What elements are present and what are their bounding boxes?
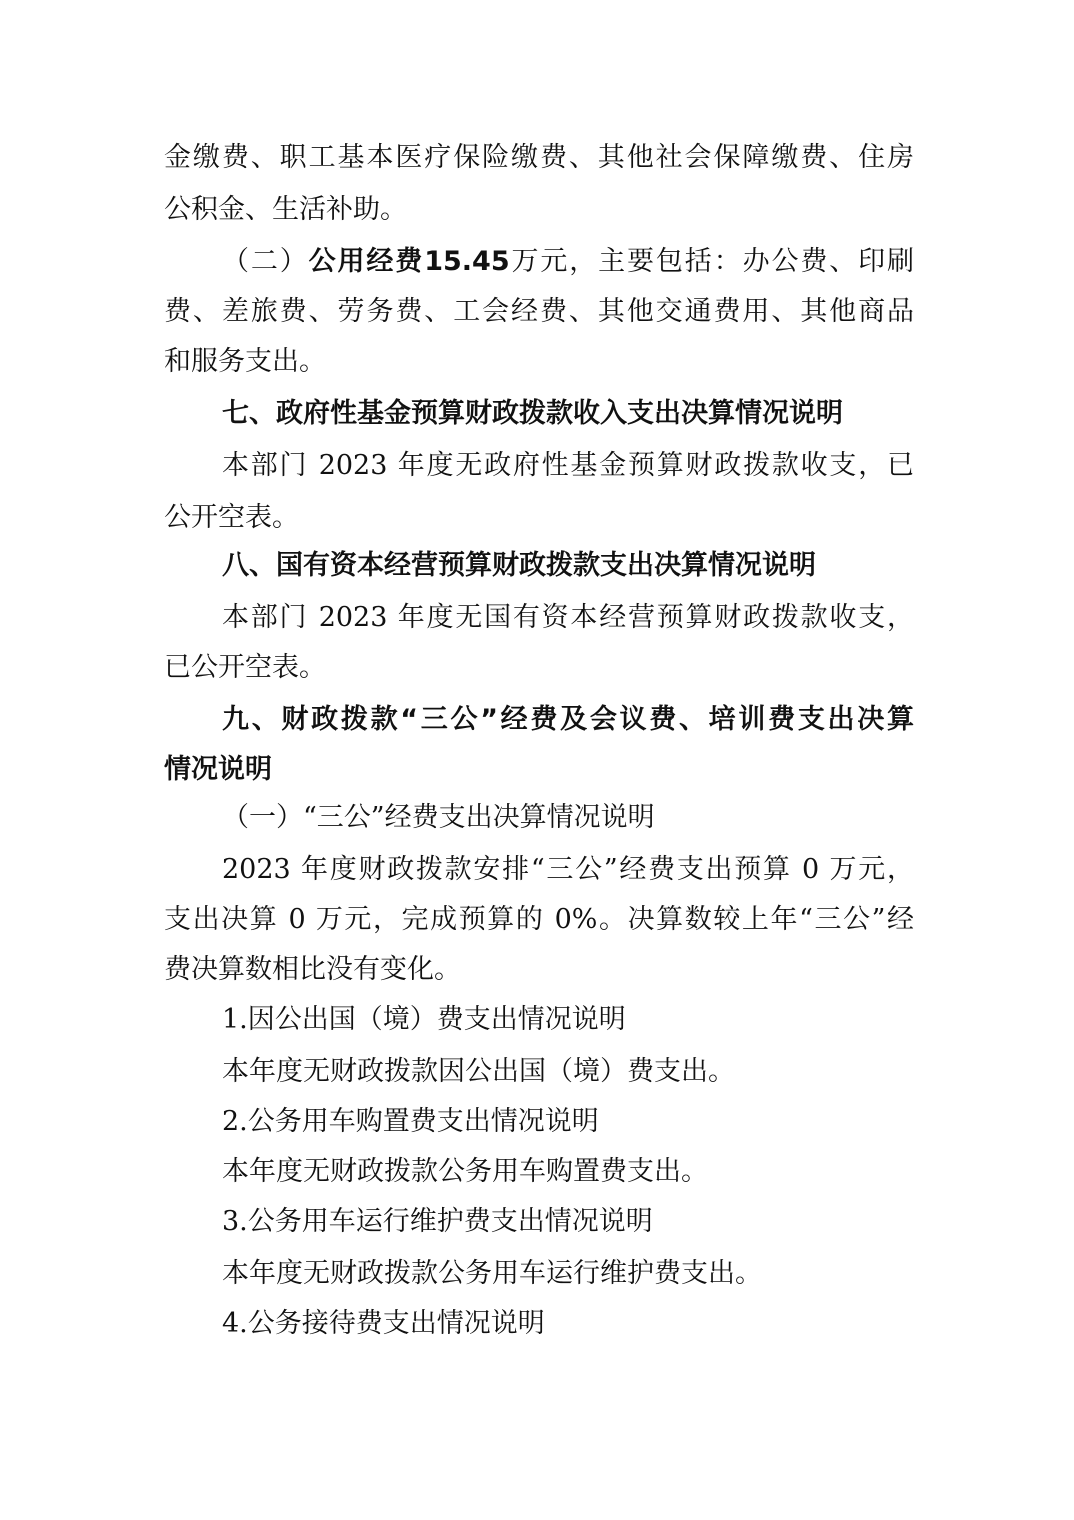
section-heading-7: 七、政府性基金预算财政拨款收入支出决算情况说明 (222, 398, 843, 429)
item-heading-1: 1.因公出国（境）费支出情况说明 (222, 1004, 626, 1035)
paragraph-line: 本部门 2023 年度无政府性基金预算财政拨款收支，已 (222, 450, 914, 481)
item-text-1: 本年度无财政拨款因公出国（境）费支出。 (222, 1056, 735, 1087)
section-number: （二） (222, 246, 309, 277)
paragraph-line: 2023 年度财政拨款安排“三公”经费支出预算 0 万元， (222, 854, 914, 885)
paragraph-line: 已公开空表。 (164, 652, 326, 683)
public-funds-label: 公用经费 (308, 246, 425, 277)
item-heading-3: 3.公务用车运行维护费支出情况说明 (222, 1206, 653, 1237)
paragraph-line: 公开空表。 (164, 502, 299, 533)
paragraph-line: 和服务支出。 (164, 346, 326, 377)
public-funds-text: 万元，主要包括：办公费、印刷 (509, 246, 915, 277)
paragraph-line: 本部门 2023 年度无国有资本经营预算财政拨款收支， (222, 602, 914, 633)
section-heading-9: 九、财政拨款“三公”经费及会议费、培训费支出决算 (222, 704, 914, 735)
item-heading-2: 2.公务用车购置费支出情况说明 (222, 1106, 599, 1137)
paragraph-line: 公积金、生活补助。 (164, 194, 407, 225)
paragraph-line: 费决算数相比没有变化。 (164, 954, 461, 985)
item-text-3: 本年度无财政拨款公务用车运行维护费支出。 (222, 1258, 762, 1289)
section-heading-8: 八、国有资本经营预算财政拨款支出决算情况说明 (222, 550, 816, 581)
item-text-2: 本年度无财政拨款公务用车购置费支出。 (222, 1156, 708, 1187)
paragraph-line: 金缴费、职工基本医疗保险缴费、其他社会保障缴费、住房 (164, 142, 914, 173)
subsection-heading: （一）“三公”经费支出决算情况说明 (222, 802, 655, 833)
section-heading-9-cont: 情况说明 (164, 754, 272, 785)
item-heading-4: 4.公务接待费支出情况说明 (222, 1308, 545, 1339)
paragraph-line: 费、差旅费、劳务费、工会经费、其他交通费用、其他商品 (164, 296, 914, 327)
public-funds-amount: 15.45 (424, 246, 510, 277)
public-funds-line (222, 242, 914, 282)
paragraph-line: 支出决算 0 万元，完成预算的 0%。决算数较上年“三公”经 (164, 904, 914, 935)
